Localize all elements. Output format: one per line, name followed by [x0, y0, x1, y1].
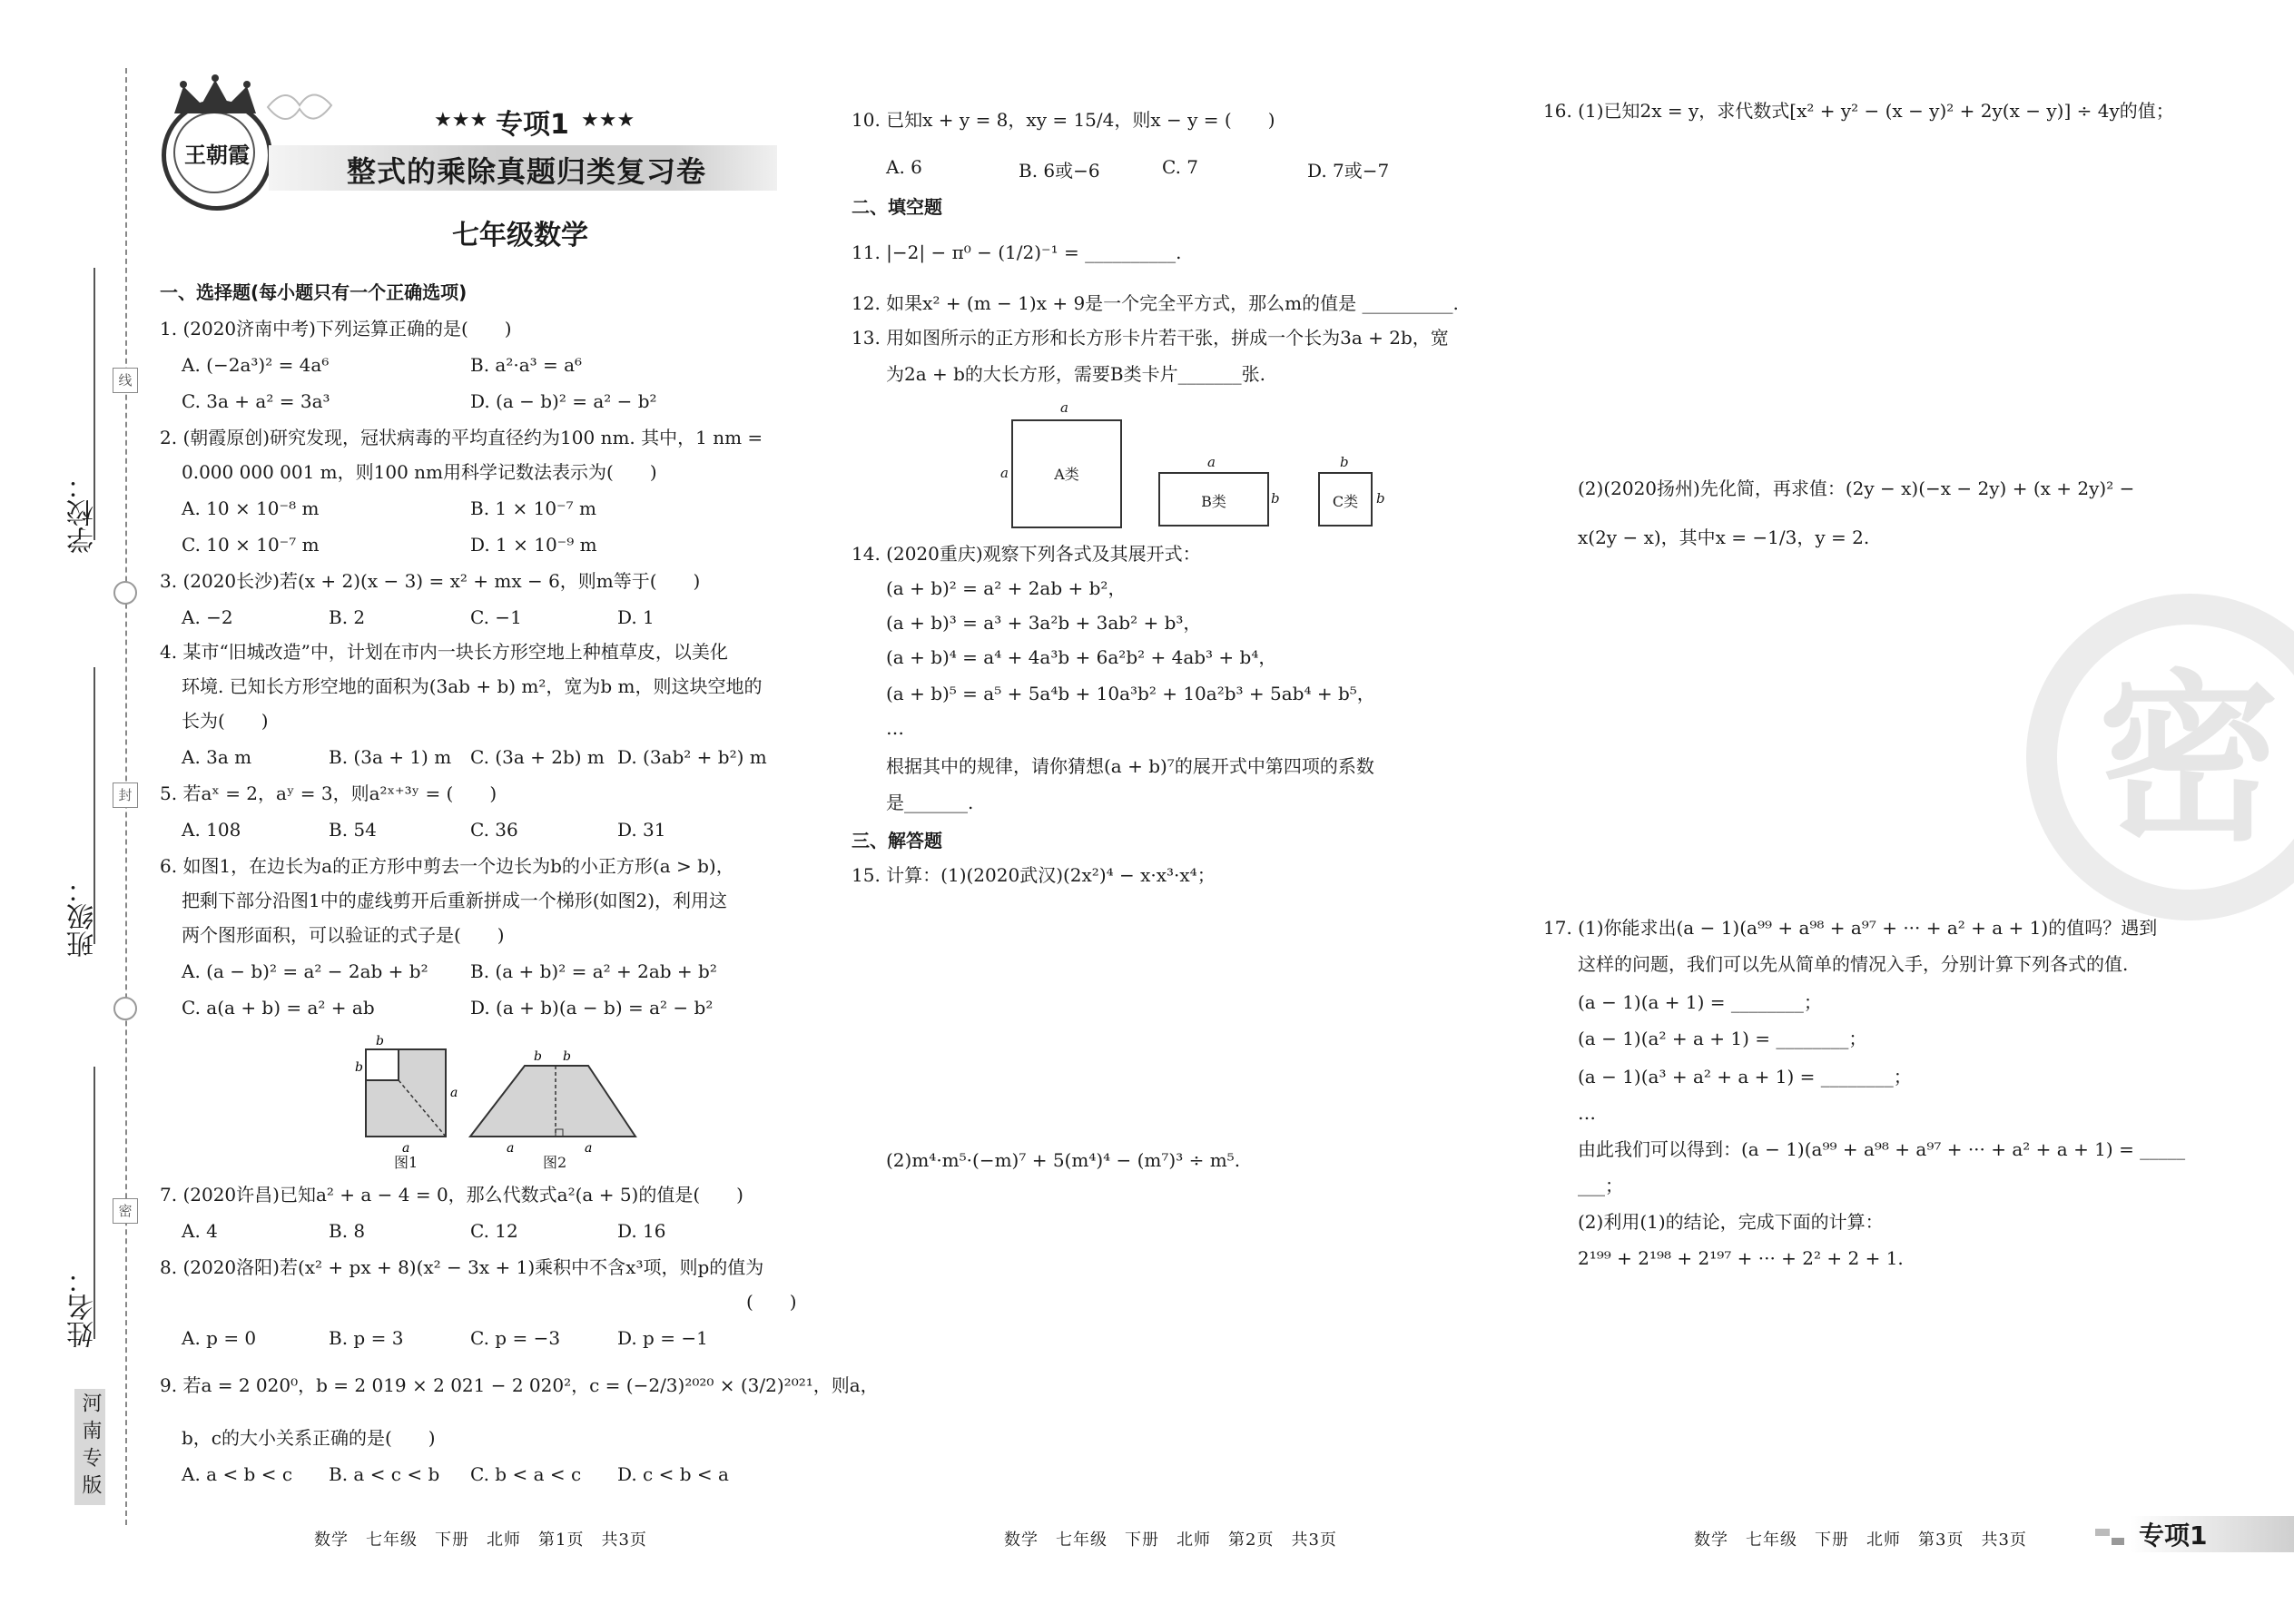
card-a-top-dim: a	[1060, 399, 1068, 416]
q7-stem: 7. (2020许昌)已知a² + a − 4 = 0，那么代数式a²(a + 5)的值是( )	[160, 1184, 743, 1206]
q2-option-a: A. 10 × 10⁻⁸ m	[182, 497, 320, 519]
q8-stem-line2: ( )	[746, 1291, 797, 1313]
edition-badge: 河南专版	[74, 1389, 105, 1505]
ribbon-icon	[263, 80, 336, 134]
q12-stem: 12. 如果x² + (m − 1)x + 9是一个完全平方式，那么m的值是 __________.	[852, 292, 1459, 314]
q13-stem-line2: 为2a + b的大长方形，需要B类卡片_______张.	[886, 363, 1265, 385]
q10-stem: 10. 已知x + y = 8，xy = 15/4，则x − y = ( )	[852, 109, 1275, 131]
q6-option-b: B. (a + b)² = a² + 2ab + b²	[470, 960, 717, 982]
q2-stem-line2: 0.000 000 001 m，则100 nm用科学记数法表示为( )	[182, 461, 657, 483]
q10-option-c: C. 7	[1162, 156, 1199, 178]
card-a-side-dim: a	[1000, 465, 1009, 481]
q8-option-b: B. p = 3	[329, 1327, 404, 1349]
q17-stem-line1: 17. (1)你能求出(a − 1)(a⁹⁹ + a⁹⁸ + a⁹⁷ + ··· + a² + a + 1)的值吗？遇到	[1543, 917, 2158, 939]
school-label: 学校：	[67, 472, 99, 554]
q5-stem: 5. 若aˣ = 2，aʸ = 3，则a²ˣ⁺³ʸ = ( )	[160, 782, 497, 804]
stars-right-icon: ★★★	[581, 109, 635, 132]
seal-char-3: 密	[113, 1198, 138, 1224]
q5-option-a: A. 108	[182, 819, 241, 841]
svg-text:b: b	[563, 1049, 571, 1064]
card-c-square	[1318, 472, 1373, 527]
q14-line-4: (a + b)⁵ = a⁵ + 5a⁴b + 10a³b² + 10a²b³ + 5ab⁴ + b⁵，	[886, 683, 1375, 704]
q7-option-d: D. 16	[617, 1220, 666, 1242]
q16-part1: 16. (1)已知2x = y，求代数式[x² + y² − (x − y)² + 2y(x − y)] ÷ 4y的值；	[1543, 100, 2174, 122]
q9-option-c: C. b < a < c	[470, 1463, 582, 1485]
q4-stem-line3: 长为( )	[182, 710, 269, 732]
q17-line-1: (a − 1)(a + 1) = ________；	[1578, 991, 1822, 1013]
q17-stem-line2: 这样的问题，我们可以先从简单的情况入手，分别计算下列各式的值.	[1578, 953, 2129, 975]
q2-option-b: B. 1 × 10⁻⁷ m	[470, 497, 596, 519]
card-c-side-dim: b	[1376, 490, 1385, 507]
q4-stem-line2: 环境. 已知长方形空地的面积为(3ab + b) m²，宽为b m，则这块空地的	[182, 675, 763, 697]
footer-page-1: 数学 七年级 下册 北师 第1页 共3页	[314, 1530, 647, 1550]
q17-line-2: (a − 1)(a² + a + 1) = ________；	[1578, 1028, 1867, 1049]
footer-badge: 专项1	[2139, 1521, 2208, 1550]
name-label: 姓名：	[67, 1266, 99, 1348]
q8-stem-line1: 8. (2020洛阳)若(x² + px + 8)(x² − 3x + 1)乘积中不含x³项，则p的值为	[160, 1256, 764, 1278]
card-c-label: C类	[1332, 493, 1359, 510]
q9-option-b: B. a < c < b	[329, 1463, 440, 1485]
q14-line-3: (a + b)⁴ = a⁴ + 4a³b + 6a²b² + 4ab³ + b⁴，	[886, 646, 1277, 668]
q17-line-4: …	[1578, 1102, 1596, 1124]
q3-stem: 3. (2020长沙)若(x + 2)(x − 3) = x² + mx − 6，则m等于( )	[160, 570, 701, 592]
q7-option-c: C. 12	[470, 1220, 518, 1242]
q4-option-a: A. 3a m	[182, 746, 252, 768]
subtitle: 七年级数学	[452, 220, 588, 251]
watermark-char: 密	[2097, 655, 2279, 866]
card-a-label: A类	[1054, 466, 1079, 483]
q9-option-a: A. a < b < c	[182, 1463, 293, 1485]
q10-option-d: D. 7或−7	[1307, 160, 1390, 182]
class-label: 班级：	[67, 876, 99, 958]
section-choice: 一、选择题(每小题只有一个正确选项)	[160, 281, 468, 303]
q6-option-a: A. (a − b)² = a² − 2ab + b²	[182, 960, 428, 982]
card-b-top-dim: a	[1207, 454, 1216, 470]
series-label: 专项1	[496, 109, 569, 141]
q7-option-a: A. 4	[182, 1220, 218, 1242]
svg-text:b: b	[376, 1034, 384, 1048]
q17-stem-line4: ___；	[1578, 1175, 1623, 1196]
q9-option-d: D. c < b < a	[617, 1463, 729, 1485]
q17-part2: (2)利用(1)的结论，完成下面的计算：	[1578, 1211, 1884, 1233]
q4-option-c: C. (3a + 2b) m	[470, 746, 605, 768]
q11-stem: 11. |−2| − π⁰ − (1/2)⁻¹ = __________.	[852, 241, 1182, 263]
q5-option-b: B. 54	[329, 819, 377, 841]
q1-option-d: D. (a − b)² = a² − b²	[470, 390, 657, 412]
q17-line-3: (a − 1)(a³ + a² + a + 1) = ________；	[1578, 1066, 1912, 1088]
q4-option-b: B. (3a + 1) m	[329, 746, 452, 768]
q14-line-1: (a + b)² = a² + 2ab + b²，	[886, 577, 1127, 599]
svg-text:a: a	[585, 1141, 593, 1156]
figure-1-and-2	[352, 1033, 661, 1158]
q3-option-c: C. −1	[470, 606, 522, 628]
q15-part2: (2)m⁴·m⁵·(−m)⁷ + 5(m⁴)⁴ − (m⁷)³ ÷ m⁵.	[886, 1149, 1241, 1171]
q17-stem-line3: 由此我们可以得到：(a − 1)(a⁹⁹ + a⁹⁸ + a⁹⁷ + ··· + a² + a + 1) = _____	[1578, 1138, 2186, 1160]
svg-text:a: a	[402, 1141, 410, 1156]
q9-stem-line2: b，c的大小关系正确的是( )	[182, 1427, 436, 1449]
figure-1-label: 图1	[394, 1154, 418, 1171]
card-b-rect	[1158, 472, 1269, 527]
card-c-top-dim: b	[1340, 454, 1349, 470]
q8-option-c: C. p = −3	[470, 1327, 561, 1349]
q14-line-5: …	[886, 717, 904, 739]
q4-stem-line1: 4. 某市“旧城改造”中，计划在市内一块长方形空地上种植草皮，以美化	[160, 641, 728, 663]
q4-option-d: D. (3ab² + b²) m	[617, 746, 767, 768]
seal-char-2: 封	[113, 782, 138, 808]
footer-deco-1	[2095, 1529, 2110, 1536]
q10-option-a: A. 6	[886, 156, 922, 178]
binding-hole-2	[113, 997, 137, 1020]
q1-option-a: A. (−2a³)² = 4a⁶	[182, 354, 330, 376]
q1-option-b: B. a²·a³ = a⁶	[470, 354, 583, 376]
q14-line-2: (a + b)³ = a³ + 3a²b + 3ab² + b³，	[886, 612, 1202, 634]
card-b-label: B类	[1201, 493, 1226, 510]
q6-stem-line1: 6. 如图1，在边长为a的正方形中剪去一个边长为b的小正方形(a > b)，	[160, 855, 734, 877]
crown-icon	[156, 73, 274, 118]
figure-2-label: 图2	[543, 1154, 567, 1171]
q7-option-b: B. 8	[329, 1220, 366, 1242]
q10-option-b: B. 6或−6	[1019, 160, 1100, 182]
watermark-seal	[2026, 594, 2294, 920]
binding-hole-1	[113, 581, 137, 605]
section-fill: 二、填空题	[852, 196, 942, 218]
svg-text:a: a	[450, 1086, 458, 1100]
q13-stem-line1: 13. 用如图所示的正方形和长方形卡片若干张，拼成一个长为3a + 2b，宽	[852, 327, 1449, 349]
svg-text:a: a	[507, 1141, 515, 1156]
q14-stem-line2: 根据其中的规律，请你猜想(a + b)⁷的展开式中第四项的系数	[886, 755, 1374, 777]
q9-stem-line1: 9. 若a = 2 020⁰，b = 2 019 × 2 021 − 2 020²，c = (−2/3)²⁰²⁰ × (3/2)²⁰²¹，则a，	[160, 1374, 879, 1396]
q6-option-d: D. (a + b)(a − b) = a² − b²	[470, 997, 714, 1019]
q16-part2-line1: (2)(2020扬州)先化简，再求值：(2y − x)(−x − 2y) + (x + 2y)² −	[1578, 477, 2135, 499]
q1-option-c: C. 3a + a² = 3a³	[182, 390, 330, 412]
q1-stem: 1. (2020济南中考)下列运算正确的是( )	[160, 318, 512, 340]
q5-option-d: D. 31	[617, 819, 666, 841]
q6-stem-line2: 把剩下部分沿图1中的虚线剪开后重新拼成一个梯形(如图2)，利用这	[182, 890, 728, 911]
q14-stem-line3: 是_______.	[886, 792, 974, 813]
q2-stem-line1: 2. (朝霞原创)研究发现，冠状病毒的平均直径约为100 nm. 其中，1 nm =	[160, 427, 763, 448]
q3-option-b: B. 2	[329, 606, 366, 628]
q6-option-c: C. a(a + b) = a² + ab	[182, 997, 375, 1019]
q2-option-c: C. 10 × 10⁻⁷ m	[182, 534, 320, 556]
q3-option-a: A. −2	[182, 606, 233, 628]
q8-option-a: A. p = 0	[182, 1327, 257, 1349]
section-solve: 三、解答题	[852, 830, 942, 851]
svg-text:b: b	[355, 1060, 363, 1075]
q8-option-d: D. p = −1	[617, 1327, 708, 1349]
q5-option-c: C. 36	[470, 819, 518, 841]
card-b-side-dim: b	[1271, 490, 1280, 507]
q17-part2-expr: 2¹⁹⁹ + 2¹⁹⁸ + 2¹⁹⁷ + ··· + 2² + 2 + 1.	[1578, 1247, 1904, 1269]
q6-stem-line3: 两个图形面积，可以验证的式子是( )	[182, 924, 505, 946]
card-a-square	[1011, 419, 1122, 528]
page-title: 整式的乘除真题归类复习卷	[347, 154, 707, 189]
seal-char-1: 线	[113, 368, 138, 393]
stars-left-icon: ★★★	[434, 109, 488, 132]
footer-deco-2	[2112, 1538, 2124, 1545]
q2-option-d: D. 1 × 10⁻⁹ m	[470, 534, 597, 556]
footer-page-2: 数学 七年级 下册 北师 第2页 共3页	[1004, 1530, 1337, 1550]
q15-part1: 15. 计算：(1)(2020武汉)(2x²)⁴ − x·x³·x⁴；	[852, 864, 1216, 886]
q14-stem: 14. (2020重庆)观察下列各式及其展开式：	[852, 543, 1201, 565]
q3-option-d: D. 1	[617, 606, 655, 628]
footer-page-3: 数学 七年级 下册 北师 第3页 共3页	[1694, 1530, 2027, 1550]
q16-part2-line2: x(2y − x)，其中x = −1/3，y = 2.	[1578, 527, 1870, 548]
svg-text:b: b	[534, 1049, 542, 1064]
logo-text: 王朝霞	[184, 142, 250, 168]
